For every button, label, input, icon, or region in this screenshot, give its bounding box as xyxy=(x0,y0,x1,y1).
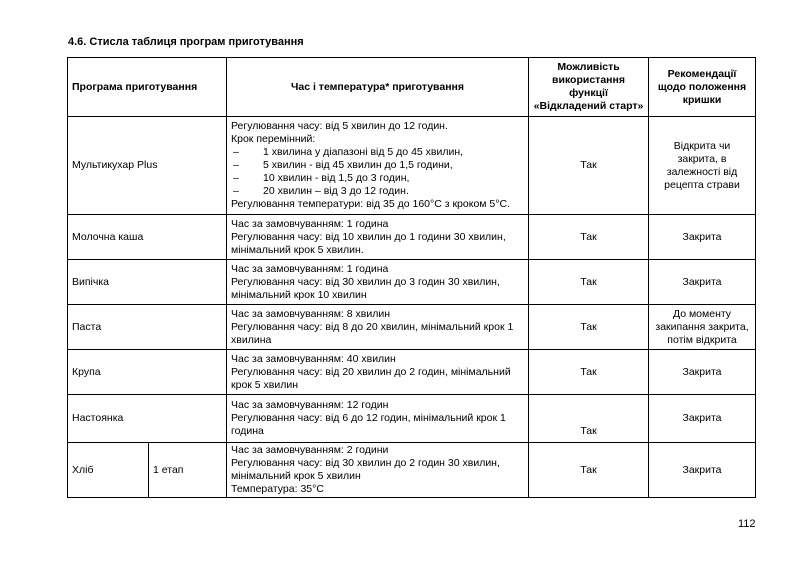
program-stage: 1 етап xyxy=(149,443,227,498)
table-row xyxy=(68,443,756,498)
time-temperature-cell xyxy=(227,443,529,498)
section-title: 4.6. Стисла таблиця програм приготування xyxy=(68,36,304,48)
programs-table xyxy=(67,57,756,498)
lid-position-value: Закрита xyxy=(649,215,756,260)
program-name: Крупа xyxy=(68,350,227,395)
lid-position-value: Відкрита чи закрита, в залежності від рецепта страви xyxy=(649,117,756,215)
time-temperature-cell xyxy=(227,260,529,305)
delayed-start-value: Так xyxy=(529,350,649,395)
delayed-start-value: Так xyxy=(529,443,649,498)
time-step xyxy=(231,159,524,172)
time-line: Регулювання часу: від 30 хвилин до 3 годин 30 хвилин, мінімальний крок 10 хвилин xyxy=(231,275,500,301)
time-step-text: 5 хвилин - від 45 хвилин до 1,5 години, xyxy=(263,159,453,171)
time-step xyxy=(231,185,524,198)
time-temperature-cell xyxy=(227,350,529,395)
time-temperature-cell xyxy=(227,117,529,215)
time-line: Час за замовчуванням: 40 хвилин xyxy=(231,352,396,365)
time-step xyxy=(231,146,524,159)
time-step-text: 1 хвилина у діапазоні від 5 до 45 хвилин, xyxy=(263,146,464,158)
time-temperature-cell xyxy=(227,395,529,443)
header-program: Програма приготування xyxy=(68,58,227,117)
time-line: Час за замовчуванням: 8 хвилин xyxy=(231,307,391,320)
program-name: Мультикухар Plus xyxy=(68,117,227,215)
page-number: 112 xyxy=(738,518,756,530)
lid-position-value: Закрита xyxy=(649,260,756,305)
lid-position-value: До моменту закипання закрита, потім відкрита xyxy=(649,305,756,350)
lid-position-value: Закрита xyxy=(649,443,756,498)
time-step xyxy=(231,172,524,185)
time-line: Регулювання температури: від 35 до 160°C з кроком 5°C. xyxy=(231,198,510,210)
time-line: Регулювання часу: від 5 хвилин до 12 годин. xyxy=(231,120,448,132)
time-step-text: 10 хвилин - від 1,5 до 3 годин, xyxy=(263,172,410,184)
delayed-start-value: Так xyxy=(529,395,649,443)
delayed-start-value: Так xyxy=(529,260,649,305)
table-row xyxy=(68,260,756,305)
header-delayed-start: Можливість використання функції «Відкладений старт» xyxy=(529,58,649,117)
lid-position-value: Закрита xyxy=(649,395,756,443)
time-step-text: 20 хвилин – від 3 до 12 годин. xyxy=(263,185,409,197)
time-line: Час за замовчуванням: 1 година xyxy=(231,262,389,275)
time-line: Час за замовчуванням: 1 година xyxy=(231,217,389,230)
time-line: Час за замовчуванням: 2 години xyxy=(231,444,389,456)
program-name: Молочна каша xyxy=(68,215,227,260)
table-row xyxy=(68,117,756,215)
time-line: Регулювання часу: від 10 хвилин до 1 години 30 хвилин, мінімальний крок 5 хвилин. xyxy=(231,230,506,256)
time-line: Крок перемінний: xyxy=(231,133,316,145)
lid-position-value: Закрита xyxy=(649,350,756,395)
delayed-start-value: Так xyxy=(529,305,649,350)
program-name: Хліб xyxy=(68,443,149,498)
time-line: Регулювання часу: від 30 хвилин до 2 годин 30 хвилин, мінімальний крок 5 хвилин xyxy=(231,457,500,482)
time-line: Регулювання часу: від 20 хвилин до 2 годин, мінімальний крок 5 хвилин xyxy=(231,365,511,391)
table-row xyxy=(68,350,756,395)
table-row xyxy=(68,215,756,260)
program-name: Настоянка xyxy=(68,395,227,443)
time-temperature-cell xyxy=(227,215,529,260)
program-name: Випічка xyxy=(68,260,227,305)
time-line: Регулювання часу: від 6 до 12 годин, мінімальний крок 1 година xyxy=(231,412,506,437)
header-time-temperature: Час і температура* приготування xyxy=(227,58,529,117)
time-line: Регулювання часу: від 8 до 20 хвилин, мінімальний крок 1 хвилина xyxy=(231,320,514,346)
program-name: Паста xyxy=(68,305,227,350)
table-header-row xyxy=(68,58,756,117)
delayed-start-value: Так xyxy=(529,117,649,215)
header-lid-position: Рекомендації щодо положення кришки xyxy=(649,58,756,117)
time-line: Час за замовчуванням: 12 годин xyxy=(231,399,389,411)
time-line: Температура: 35°C xyxy=(231,483,324,495)
table-row xyxy=(68,305,756,350)
delayed-start-value: Так xyxy=(529,215,649,260)
time-temperature-cell xyxy=(227,305,529,350)
table-row xyxy=(68,395,756,443)
